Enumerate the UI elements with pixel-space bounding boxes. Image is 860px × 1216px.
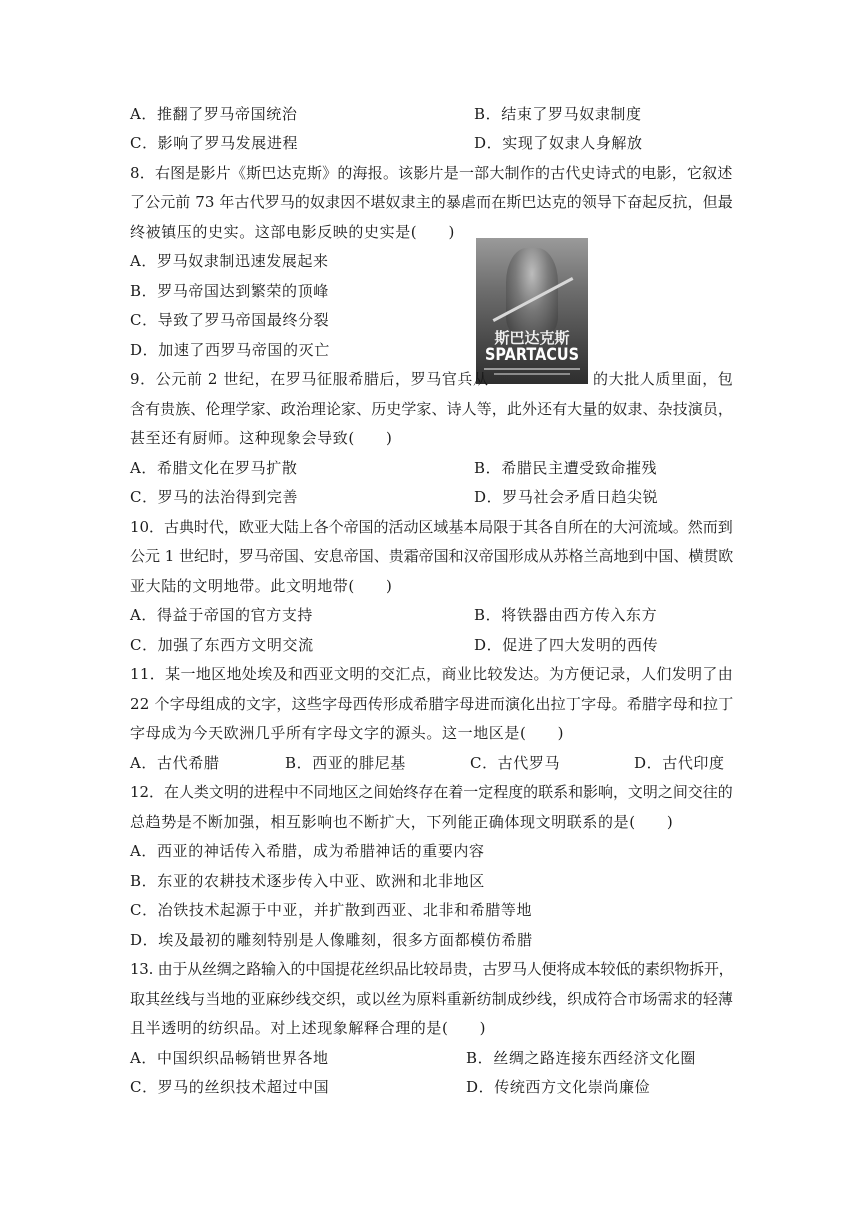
q12-option-a: A．西亚的神话传入希腊，成为希腊神话的重要内容 [130, 842, 485, 860]
q7-option-a: A．推翻了罗马帝国统治 [130, 105, 298, 123]
q12-option-b: B．东亚的农耕技术逐步传入中亚、欧洲和北非地区 [130, 872, 485, 890]
q12-option-d: D．埃及最初的雕刻特别是人像雕刻，很多方面都模仿希腊 [130, 931, 533, 949]
q13-stem-line3: 且半透明的纺织品。对上述现象解释合理的是( ) [130, 1019, 487, 1037]
q11-stem-line1: 11．某一地区地处埃及和西亚文明的交汇点，商业比较发达。为方便记录，人们发明了由 [130, 665, 734, 683]
q12-stem-line1: 12．在人类文明的进程中不同地区之间始终存在着一定程度的联系和影响，文明之间交往的 [130, 783, 733, 801]
q8-option-a: A．罗马奴隶制迅速发展起来 [130, 252, 329, 270]
q10-stem-line1: 10．古典时代，欧亚大陆上各个帝国的活动区域基本局限于其各自所在的大河流域。然而到 [130, 518, 733, 536]
poster-title-english: SPARTACUS [484, 345, 580, 365]
q7-option-b: B．结束了罗马奴隶制度 [474, 105, 642, 123]
poster-credits-line [484, 368, 580, 370]
q9-option-c: C．罗马的法治得到完善 [130, 488, 299, 506]
q12-option-c: C．冶铁技术起源于中亚，并扩散到西亚、北非和希腊等地 [130, 901, 533, 919]
q9-option-a: A．希腊文化在罗马扩散 [130, 459, 298, 477]
q12-stem-line2: 总趋势是不断加强，相互影响也不断扩大，下列能正确体现文明联系的是( ) [130, 813, 674, 831]
q10-stem-line2: 公元 1 世纪时，罗马帝国、安息帝国、贵霜帝国和汉帝国形成从苏格兰高地到中国、横贯欧 [130, 547, 734, 565]
q13-option-d: D．传统西方文化崇尚廉俭 [466, 1078, 651, 1096]
q11-stem-line3: 字母成为今天欧洲几乎所有字母文字的源头。这一地区是( ) [130, 724, 565, 742]
q10-option-c: C．加强了东西方文明交流 [130, 636, 314, 654]
q10-option-b: B．将铁器由西方传入东方 [474, 606, 658, 624]
q11-option-a: A．古代希腊 [130, 754, 220, 772]
q10-stem-line3: 亚大陆的文明地带。此文明地带( ) [130, 577, 393, 595]
q9-option-d: D．罗马社会矛盾日趋尖锐 [474, 488, 659, 506]
q11-option-c: C．古代罗马 [470, 754, 561, 772]
poster-title-chinese: 斯巴达克斯 [494, 329, 570, 347]
poster-credits-line [494, 373, 570, 375]
q13-stem-line2: 取其丝线与当地的亚麻纱线交织，或以丝为原料重新纺制成纱线，织成符合市场需求的轻薄 [130, 990, 734, 1008]
q13-option-b: B．丝绸之路连接东西经济文化圈 [466, 1049, 697, 1067]
q9-option-b: B．希腊民主遭受致命摧残 [474, 459, 658, 477]
q8-stem-line3: 终被镇压的史实。这部电影反映的史实是( ) [130, 223, 455, 241]
q10-option-a: A．得益于帝国的官方支持 [130, 606, 314, 624]
q11-option-b: B．西亚的腓尼基 [285, 754, 406, 772]
spartacus-poster-image [476, 238, 588, 384]
q11-option-d: D．古代印度 [634, 754, 725, 772]
q13-option-a: A．中国织织品畅销世界各地 [130, 1049, 329, 1067]
q10-option-d: D．促进了四大发明的西传 [474, 636, 659, 654]
q7-option-d: D．实现了奴隶人身解放 [474, 134, 643, 152]
q11-stem-line2: 22 个字母组成的文字，这些字母西传形成希腊字母进而演化出拉丁字母。希腊字母和拉丁 [130, 695, 734, 713]
q8-option-b: B．罗马帝国达到繁荣的顶峰 [130, 282, 329, 300]
q7-option-c: C．影响了罗马发展进程 [130, 134, 299, 152]
q9-stem-line3: 甚至还有厨师。这种现象会导致( ) [130, 429, 393, 447]
q8-option-c: C．导致了罗马帝国最终分裂 [130, 311, 330, 329]
q9-stem-line1a: 9．公元前 2 世纪，在罗马征服希腊后，罗马官兵从 [130, 370, 489, 388]
q8-stem-line2: 了公元前 73 年古代罗马的奴隶因不堪奴隶主的暴虐而在斯巴达克的领导下奋起反抗，但最 [130, 193, 733, 211]
q13-option-c: C．罗马的丝织技术超过中国 [130, 1078, 330, 1096]
q13-stem-line1: 13. 由于从丝绸之路输入的中国提花丝织品比较昂贵，古罗马人便将成本较低的素织物拆开， [130, 960, 734, 978]
q8-stem-line1: 8．右图是影片《斯巴达克斯》的海报。该影片是一部大制作的古代史诗式的电影，它叙述 [130, 164, 733, 182]
q8-option-d: D．加速了西罗马帝国的灭亡 [130, 341, 330, 359]
q9-stem-line1b: 的大批人质里面，包 [593, 370, 734, 388]
q9-stem-line2: 含有贵族、伦理学家、政治理论家、历史学家、诗人等，此外还有大量的奴隶、杂技演员， [130, 400, 734, 418]
